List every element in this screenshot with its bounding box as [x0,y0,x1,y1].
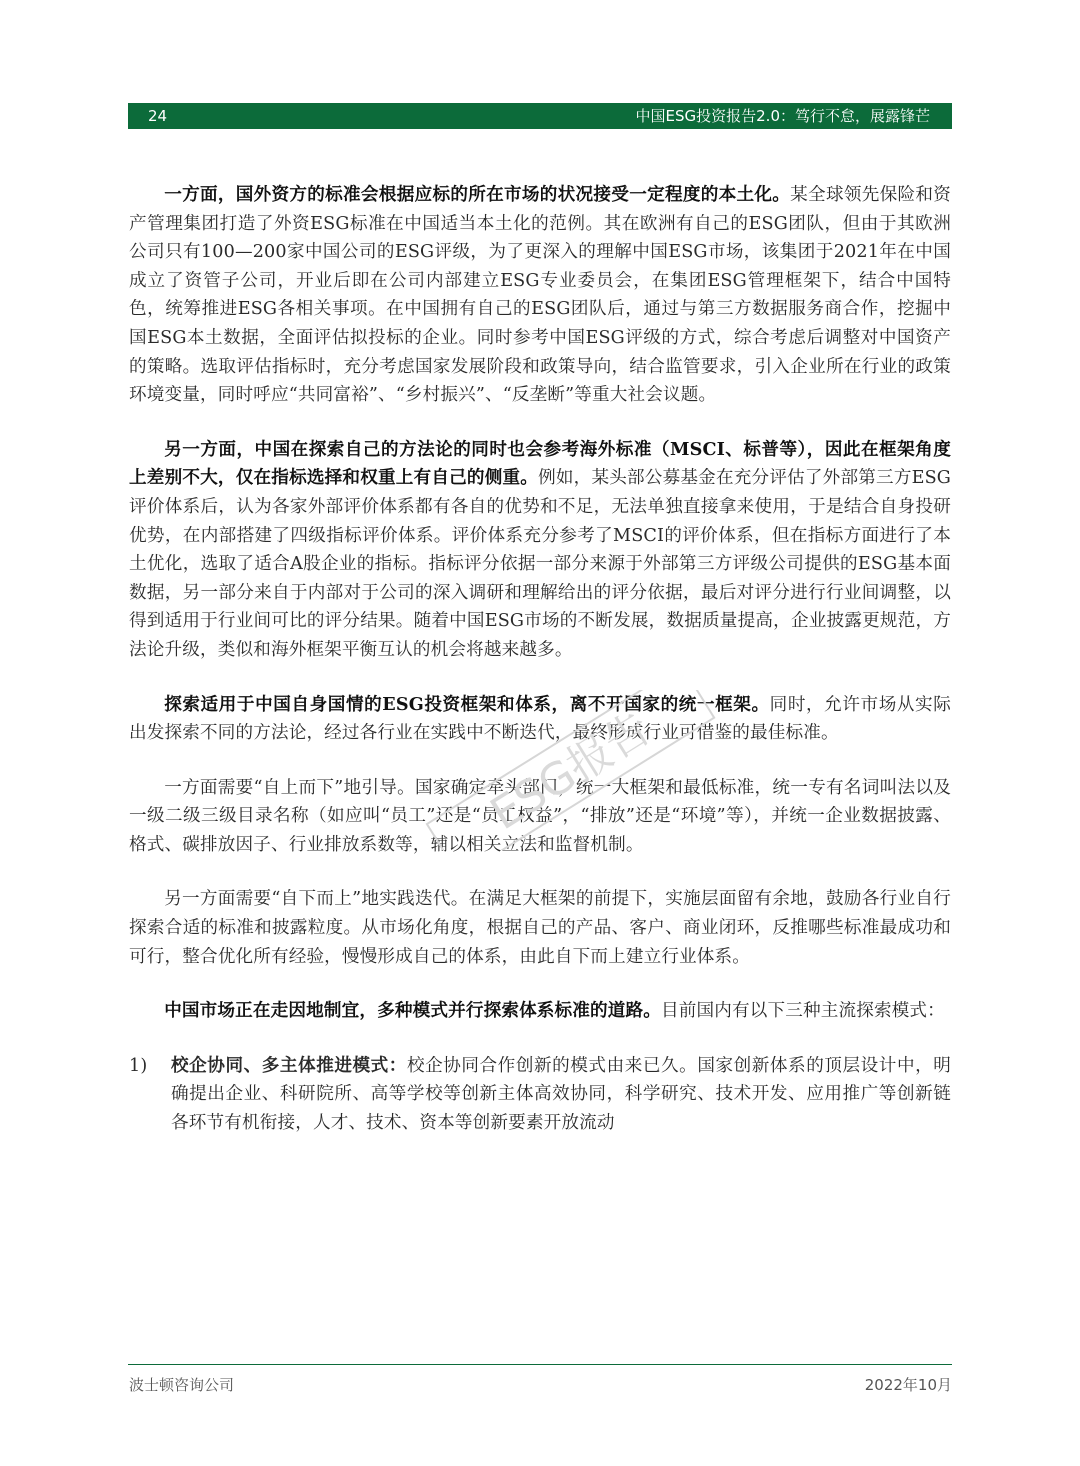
paragraph-6-lead: 中国市场正在走因地制宜，多种模式并行探索体系标准的道路。 [164,1000,662,1022]
paragraph-4-body: 一方面需要“自上而下”地引导。国家确定牵头部门，统一大框架和最低标准，统一专有名词叫法以及一级二级三级目录名称（如应叫“员工”还是“员工权益”，“排放”还是“环境”等），并统一企业数据披露、格式、碳排放因子、行业排放系数等，辅以相关立法和监督机制。 [129,777,951,855]
paragraph-3-lead: 探索适用于中国自身国情的ESG投资框架和体系，离不开国家的统一框架。 [164,693,770,715]
footer-company: 波士顿咨询公司 [129,1376,235,1394]
list-item [129,1052,951,1138]
main-content [129,181,951,1138]
report-title: 中国ESG投资报告2.0：笃行不怠，展露锋芒 [635,107,930,125]
list-item-body: 校企协同合作创新的模式由来已久。国家创新体系的顶层设计中，明确提出企业、科研院所、高等学校等创新主体高效协同，科学研究、技术开发、应用推广等创新链各环节有机衔接，人才、技术、资本等创新要素开放流动 [171,1055,951,1134]
page-number: 24 [148,107,168,125]
paragraph-1-lead: 一方面，国外资方的标准会根据应标的所在市场的状况接受一定程度的本土化。 [164,184,791,205]
paragraph-3 [129,691,951,748]
paragraph-3-body: 同时，允许市场从实际出发探索不同的方法论，经过各行业在实践中不断迭代，最终形成行业可借鉴的最佳标准。 [129,694,951,744]
paragraph-2-body: 例如，某头部公募基金在充分评估了外部第三方ESG评价体系后，认为各家外部评价体系都有各自的优势和不足，无法单独直接拿来使用，于是结合自身投研优势，在内部搭建了四级指标评价体系。评价体系充分参考了MSCI的评价体系，但在指标方面进行了本土优化，选取了适合A股企业的指标。指标评分依据一部分来源于外部第三方评级公司提供的ESG基本面数据，另一部分来自于内部对于公司的深入调研和理解给出的评分依据，最后对评分进行行业间调整，以得到适用于行业间可比的评分结果。随着中国ESG市场的不断发展，数据质量提高，企业披露更规范，方法论升级，类似和海外框架平衡互认的机会将越来越多。 [129,468,952,660]
list-item-number: 1) [129,1055,148,1076]
paragraph-6-body: 目前国内有以下三种主流探索模式： [661,1001,945,1022]
watermark-text: ESG报告 [481,702,660,841]
list-item-text [171,1052,951,1138]
paragraph-2 [129,436,951,665]
paragraph-4 [129,774,951,860]
paragraph-5-body: 另一方面需要“自下而上”地实践迭代。在满足大框架的前提下，实施层面留有余地，鼓励各行业自行探索合适的标准和披露粒度。从市场化角度，根据自己的产品、客户、商业闭环，反推哪些标准最成功和可行，整合优化所有经验，慢慢形成自己的体系，由此自下而上建立行业体系。 [129,889,951,967]
footer-date: 2022年10月 [864,1376,952,1394]
paragraph-2-lead: 另一方面，中国在探索自己的方法论的同时也会参考海外标准（MSCI、标普等），因此在框架角度上差别不大，仅在指标选择和权重上有自己的侧重。 [129,438,951,489]
page-header [128,103,952,129]
paragraph-1 [129,181,951,410]
paragraph-5 [129,885,951,971]
footer-divider [128,1364,952,1365]
list-item-lead: 校企协同、多主体推进模式： [171,1054,407,1076]
paragraph-6 [129,997,951,1026]
paragraph-1-body: 某全球领先保险和资产管理集团打造了外资ESG标准在中国适当本土化的范例。其在欧洲有自己的ESG团队，但由于其欧洲公司只有100—200家中国公司的ESG评级，为了更深入的理解中国ESG市场，该集团于2021年在中国成立了资管子公司，开业后即在公司内部建立ESG专业委员会，在集团ESG管理框架下，结合中国特色，统筹推进ESG各相关事项。在中国拥有自己的ESG团队后，通过与第三方数据服务商合作，挖掘中国ESG本土数据，全面评估拟投标的企业。同时参考中国ESG评级的方式，综合考虑后调整对中国资产的策略。选取评估指标时，充分考虑国家发展阶段和政策导向，结合监管要求，引入企业所在行业的政策环境变量，同时呼应“共同富裕”、“乡村振兴”、“反垄断”等重大社会议题。 [129,185,951,406]
